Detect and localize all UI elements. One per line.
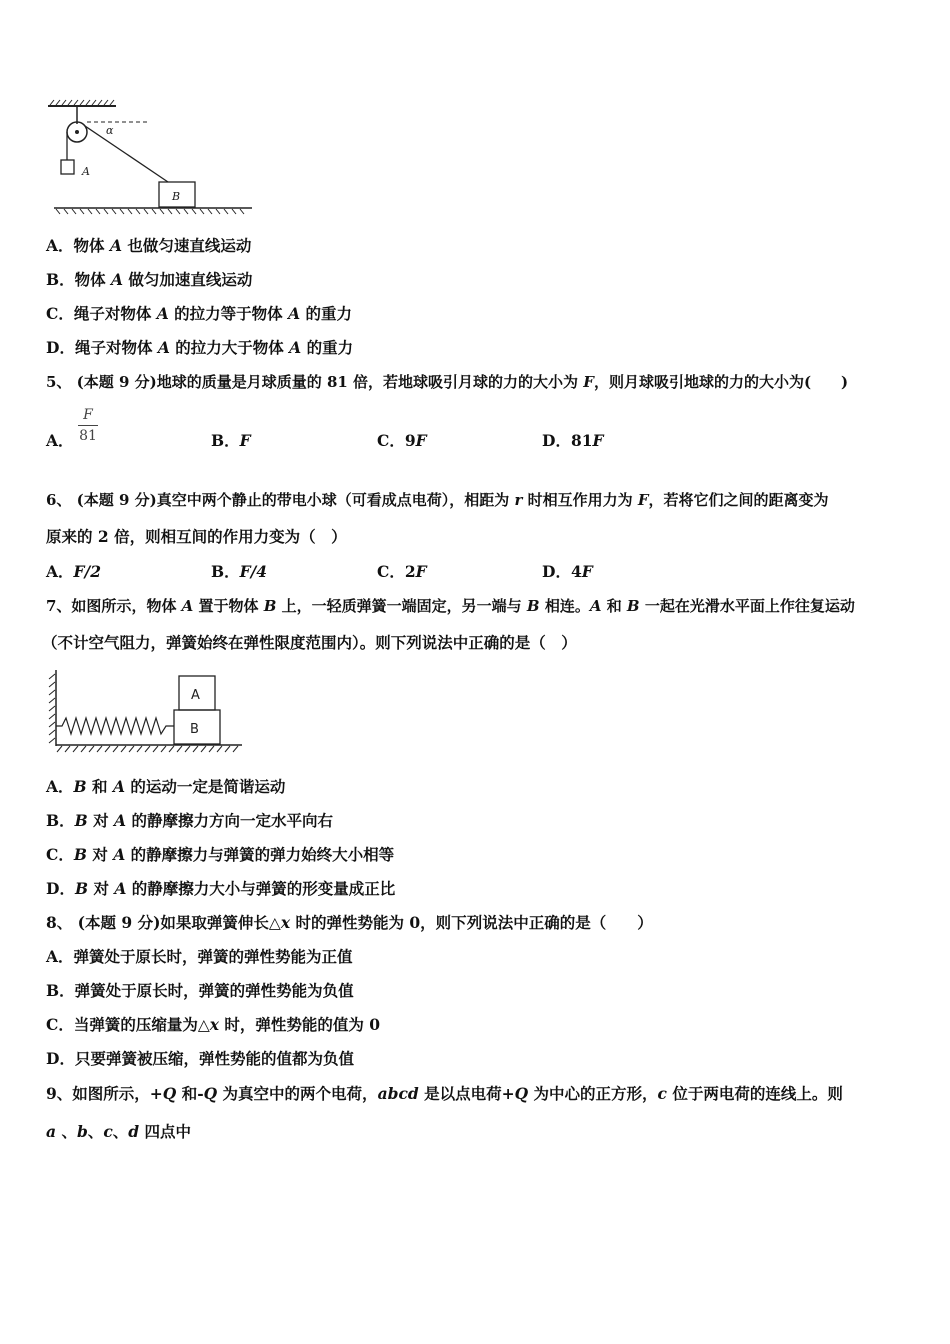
option-var: F/4 bbox=[239, 562, 268, 581]
stem-text: 5、 (本题 9 分)地球的质量是月球质量的 81 倍，若地球吸引月球的力的大小为 bbox=[46, 373, 584, 391]
ground-hatch bbox=[57, 746, 238, 752]
option-text: 的运动一定是简谐运动 bbox=[124, 777, 286, 796]
stem-text: 为真空中的两个电荷， bbox=[217, 1084, 378, 1103]
stem-var: abcd bbox=[377, 1084, 419, 1103]
q7-option-d bbox=[46, 879, 395, 899]
option-text: 时，弹性势能的值为 0 bbox=[219, 1015, 381, 1034]
option-var: B bbox=[74, 811, 88, 830]
block-b-label: B bbox=[190, 722, 199, 737]
stem-var: B bbox=[626, 597, 640, 615]
q6-option-c bbox=[377, 562, 427, 582]
option-var: F/2 bbox=[73, 562, 101, 581]
stem-text: （不计空气阻力，弹簧始终在弹性限度范围内）。则下列说法中正确的是（ ） bbox=[42, 633, 577, 652]
stem-text: 、 bbox=[56, 1122, 77, 1141]
option-text: 对 bbox=[87, 811, 115, 830]
option-text: B．弹簧处于原长时，弹簧的弹性势能为负值 bbox=[46, 981, 354, 1000]
option-var: F bbox=[415, 562, 427, 581]
q5-option-b bbox=[211, 431, 251, 451]
option-var: A bbox=[114, 879, 127, 898]
stem-text: 相连。 bbox=[539, 597, 590, 615]
stem-var: b bbox=[76, 1122, 88, 1141]
option-var: A bbox=[289, 338, 302, 357]
stem-text: 原来的 2 倍，则相互间的作用力变为（ ） bbox=[46, 527, 347, 546]
fraction-denominator: 81 bbox=[79, 428, 97, 444]
option-label: C． bbox=[46, 845, 74, 864]
q4-option-a bbox=[46, 236, 251, 256]
option-label: B． bbox=[46, 811, 75, 830]
block-a bbox=[61, 160, 74, 174]
alpha-label: α bbox=[106, 124, 114, 137]
pulley-figure bbox=[40, 96, 260, 218]
spring-figure bbox=[40, 664, 250, 758]
stem-text: 位于两电荷的连线上。则 bbox=[667, 1084, 843, 1103]
q7-option-c bbox=[46, 845, 394, 865]
option-text: A．物体 bbox=[46, 236, 110, 255]
stem-text: ，若将它们之间的距离变为 bbox=[648, 491, 829, 509]
option-var: A bbox=[288, 304, 301, 323]
q6-option-d bbox=[542, 562, 593, 582]
fraction-bar bbox=[78, 425, 98, 426]
q8-option-c bbox=[46, 1015, 380, 1035]
stem-text: ，则月球吸引地球的力的大小为( ) bbox=[593, 373, 849, 391]
option-text: D．只要弹簧被压缩，弹性势能的值都为负值 bbox=[46, 1049, 354, 1068]
option-label: D．4 bbox=[542, 562, 582, 581]
option-text: D．绳子对物体 bbox=[46, 338, 158, 357]
option-label: B． bbox=[211, 562, 240, 581]
stem-text: 和- bbox=[176, 1084, 204, 1103]
block-a-label: A bbox=[191, 688, 200, 703]
option-text: 对 bbox=[86, 845, 114, 864]
option-text: 的重力 bbox=[300, 304, 352, 323]
q7-option-b bbox=[46, 811, 333, 831]
stem-var: B bbox=[526, 597, 540, 615]
stem-text: 、 bbox=[112, 1122, 129, 1141]
fraction-numerator: F bbox=[83, 407, 93, 423]
q4-option-c bbox=[46, 304, 352, 324]
rope bbox=[85, 126, 168, 182]
stem-var: r bbox=[514, 491, 523, 509]
stem-var: x bbox=[280, 913, 291, 932]
q7-stem-line2 bbox=[42, 633, 577, 653]
q8-option-b bbox=[46, 981, 354, 1001]
stem-var: Q bbox=[162, 1084, 177, 1103]
option-text: C．当弹簧的压缩量为△ bbox=[46, 1015, 210, 1034]
option-text: 的静摩擦力与弹簧的弹力始终大小相等 bbox=[125, 845, 395, 864]
stem-text: 置于物体 bbox=[193, 597, 264, 615]
q6-option-a bbox=[46, 562, 101, 582]
stem-text: 一起在光滑水平面上作往复运动 bbox=[639, 597, 855, 615]
q8-option-a bbox=[46, 947, 353, 967]
option-var: A bbox=[157, 338, 170, 357]
wall-hatch bbox=[49, 674, 55, 743]
q7-stem bbox=[46, 596, 855, 616]
q9-stem-line2 bbox=[46, 1122, 191, 1142]
q5-option-d bbox=[542, 431, 604, 451]
option-text: 也做匀速直线运动 bbox=[121, 236, 252, 255]
option-var: x bbox=[209, 1015, 220, 1034]
stem-text: 、 bbox=[87, 1122, 104, 1141]
stem-var: c bbox=[657, 1084, 667, 1103]
stem-var: B bbox=[263, 597, 277, 615]
q6-option-b bbox=[211, 562, 267, 582]
option-text: 的拉力等于物体 bbox=[168, 304, 289, 323]
stem-var: c bbox=[103, 1122, 113, 1141]
option-label: B． bbox=[211, 431, 240, 450]
option-var: A bbox=[111, 270, 124, 289]
q6-stem bbox=[46, 490, 829, 510]
stem-var: Q bbox=[203, 1084, 218, 1103]
stem-var: F bbox=[583, 373, 594, 391]
spring bbox=[56, 718, 174, 734]
q8-stem bbox=[46, 913, 653, 933]
option-text: 对 bbox=[88, 879, 115, 898]
option-label: C．9 bbox=[377, 431, 416, 450]
option-text: 的静摩擦力方向一定水平向右 bbox=[126, 811, 333, 830]
ceiling-hatch bbox=[50, 100, 114, 105]
option-var: A bbox=[113, 845, 126, 864]
option-var: F bbox=[581, 562, 593, 581]
block-a-label: A bbox=[82, 165, 90, 178]
option-var: B bbox=[74, 879, 89, 898]
stem-var: F bbox=[637, 491, 649, 509]
option-var: A bbox=[109, 236, 122, 255]
option-var: F bbox=[239, 431, 251, 450]
option-label: A． bbox=[46, 777, 74, 796]
option-text: 做匀加速直线运动 bbox=[123, 270, 253, 289]
stem-var: Q bbox=[514, 1084, 529, 1103]
stem-text: 9、如图所示，+ bbox=[46, 1084, 163, 1103]
stem-var: A bbox=[181, 597, 194, 615]
q9-stem bbox=[46, 1084, 843, 1104]
stem-text: 上，一轻质弹簧一端固定，另一端与 bbox=[276, 597, 527, 615]
stem-text: 7、如图所示，物体 bbox=[46, 597, 182, 615]
stem-text: 8、 (本题 9 分)如果取弹簧伸长△ bbox=[46, 913, 281, 932]
stem-text: 时的弹性势能为 0，则下列说法中正确的是（ ） bbox=[290, 913, 653, 932]
q5-option-a-label bbox=[46, 431, 74, 451]
stem-text: 是以点电荷+ bbox=[418, 1084, 515, 1103]
option-text: 的重力 bbox=[301, 338, 354, 357]
option-var: A bbox=[112, 777, 125, 796]
option-label: D．81 bbox=[542, 431, 593, 450]
option-text: 和 bbox=[86, 777, 113, 796]
stem-text: 6、 (本题 9 分)真空中两个静止的带电小球（可看成点电荷），相距为 bbox=[46, 491, 515, 509]
stem-text: 时相互作用力为 bbox=[522, 491, 638, 509]
option-var: B bbox=[73, 777, 87, 796]
option-text: 的静摩擦力大小与弹簧的形变量成正比 bbox=[126, 879, 396, 898]
q5-stem bbox=[46, 372, 848, 392]
option-var: B bbox=[73, 845, 87, 864]
stem-text: 和 bbox=[601, 597, 627, 615]
stem-var: A bbox=[589, 597, 602, 615]
stem-var: a bbox=[46, 1122, 57, 1141]
option-var: A bbox=[156, 304, 169, 323]
stem-var: d bbox=[128, 1122, 140, 1141]
q4-option-b bbox=[46, 270, 252, 290]
block-b-label: B bbox=[172, 190, 181, 203]
option-label: A． bbox=[46, 431, 74, 450]
option-label: D． bbox=[46, 879, 75, 898]
option-var: F bbox=[592, 431, 604, 450]
q8-option-d bbox=[46, 1049, 354, 1069]
stem-text: 四点中 bbox=[139, 1122, 192, 1141]
option-text: C．绳子对物体 bbox=[46, 304, 157, 323]
option-label: C．2 bbox=[377, 562, 416, 581]
q6-stem-line2 bbox=[46, 527, 347, 547]
option-var: F bbox=[415, 431, 427, 450]
option-text: A．弹簧处于原长时，弹簧的弹性势能为正值 bbox=[46, 947, 353, 966]
stem-text: 为中心的正方形， bbox=[528, 1084, 658, 1103]
q7-option-a bbox=[46, 777, 285, 797]
q5-option-c bbox=[377, 431, 427, 451]
q5-option-a-fraction bbox=[78, 406, 98, 445]
q4-option-d bbox=[46, 338, 353, 358]
option-var: A bbox=[114, 811, 127, 830]
ground-hatch bbox=[56, 209, 244, 214]
option-label: A． bbox=[46, 562, 74, 581]
option-text: 的拉力大于物体 bbox=[169, 338, 290, 357]
option-text: B．物体 bbox=[46, 270, 111, 289]
